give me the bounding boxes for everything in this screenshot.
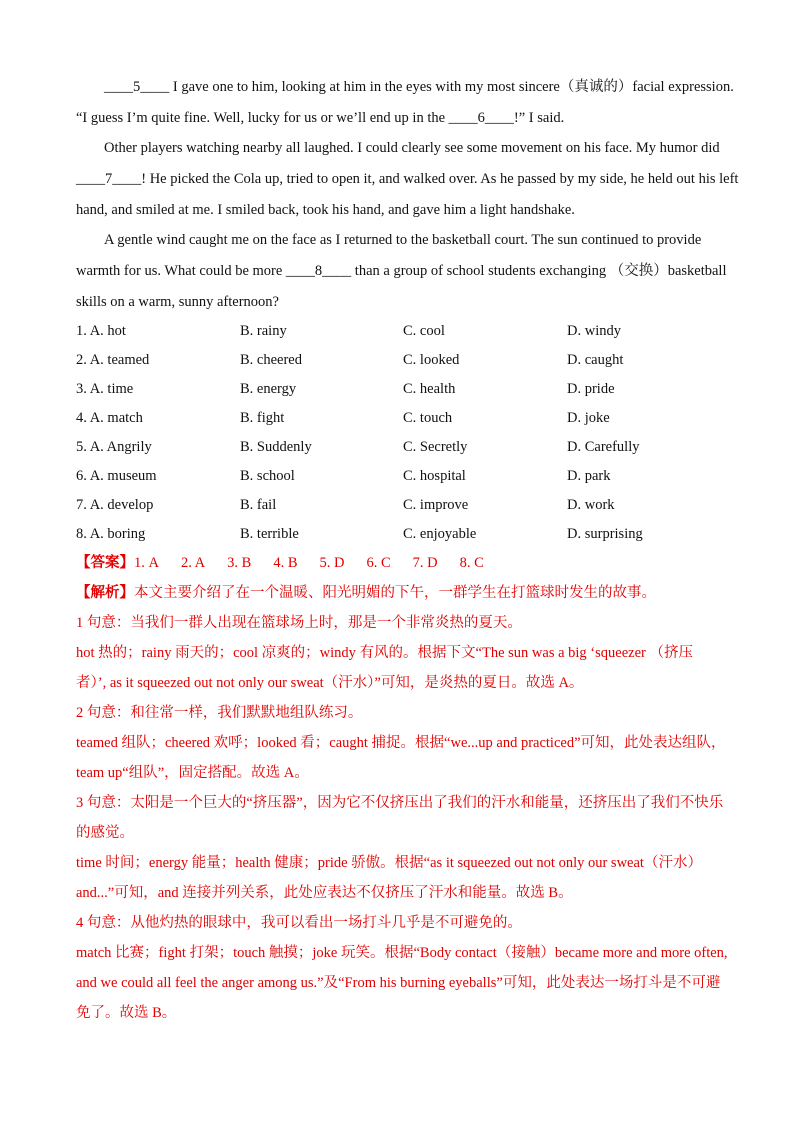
analysis-line: 1 句意：当我们一群人出现在篮球场上时，那是一个非常炎热的夏天。 [76, 615, 522, 631]
analysis-line: and...”可知，and 连接并列关系，此处应表达不仅挤压了汗水和能量。故选 B。 [76, 885, 573, 901]
option-a: 5. A. Angrily [76, 439, 152, 455]
answer-item: 8. C [459, 555, 484, 571]
answer-item: 4. B [273, 555, 298, 571]
option-d: D. park [567, 468, 611, 484]
option-d: D. windy [567, 323, 621, 339]
option-a: 2. A. teamed [76, 352, 150, 368]
analysis-intro [76, 583, 726, 603]
analysis-line: teamed 组队；cheered 欢呼；looked 看；caught 捕捉。根据“we...up and practiced”可知，此处表达组队， [76, 735, 726, 751]
option-d: D. work [567, 497, 615, 513]
option-c: C. enjoyable [403, 526, 477, 542]
option-b: B. fight [240, 410, 285, 426]
analysis-line: and we could all feel the anger among us.”及“From his burning eyeballs”可知，此处表达一场打斗是不可避 [76, 975, 721, 991]
analysis-line: hot 热的；rainy 雨天的；cool 凉爽的；windy 有风的。根据下文“The sun was a big ‘squeezer （挤压 [76, 645, 693, 661]
analysis-line: 免了。故选 B。 [76, 1005, 177, 1021]
analysis-line: match 比赛；fight 打架；touch 触摸；joke 玩笑。根据“Body contact（接触）became more and more often, [76, 945, 728, 961]
option-c: C. health [403, 381, 456, 397]
option-d: D. caught [567, 352, 624, 368]
option-a: 7. A. develop [76, 497, 154, 513]
passage-line-1: ____5____ I gave one to him, looking at him in the eyes with my most sincere（真诚的）facial expression. [104, 79, 734, 95]
option-d: D. pride [567, 381, 615, 397]
analysis-intro-text: 本文主要介绍了在一个温暖、阳光明媚的下午，一群学生在打篮球时发生的故事。 [134, 585, 656, 601]
option-c: C. Secretly [403, 439, 468, 455]
answer-label: 【答案】 [76, 555, 134, 571]
option-b: B. rainy [240, 323, 287, 339]
option-a: 6. A. museum [76, 468, 157, 484]
answer-item: 1. A [134, 555, 159, 571]
answer-item: 6. C [366, 555, 391, 571]
answer-item: 3. B [227, 555, 252, 571]
option-b: B. cheered [240, 352, 302, 368]
option-a: 8. A. boring [76, 526, 146, 542]
option-a: 4. A. match [76, 410, 143, 426]
option-c: C. cool [403, 323, 445, 339]
option-b: B. terrible [240, 526, 299, 542]
answer-item: 5. D [319, 555, 345, 571]
passage-line-3: Other players watching nearby all laughed. I could clearly see some movement on his face. My humor did [104, 140, 720, 156]
passage-line-2: “I guess I’m quite fine. Well, lucky for us or we’ll end up in the ____6____!” I said. [76, 110, 565, 126]
answer-item: 2. A [180, 555, 206, 571]
option-c: C. touch [403, 410, 453, 426]
option-d: D. Carefully [567, 439, 640, 455]
analysis-line: 的感觉。 [76, 825, 134, 841]
option-d: D. surprising [567, 526, 643, 542]
option-c: C. hospital [403, 468, 466, 484]
passage-line-6: A gentle wind caught me on the face as I returned to the basketball court. The sun continued to provide [104, 232, 702, 248]
analysis-line: 3 句意：太阳是一个巨大的“挤压器”，因为它不仅挤压出了我们的汗水和能量，还挤压出了我们不快乐 [76, 795, 724, 811]
option-b: B. school [240, 468, 295, 484]
option-b: B. energy [240, 381, 297, 397]
passage-line-5: hand, and smiled at me. I smiled back, took his hand, and gave him a light handshake. [76, 202, 575, 218]
passage-line-7: warmth for us. What could be more ____8____ than a group of school students exchanging （交换）basketball [76, 263, 727, 279]
option-b: B. Suddenly [240, 439, 312, 455]
analysis-line: 4 句意：从他灼热的眼球中，我可以看出一场打斗几乎是不可避免的。 [76, 915, 522, 931]
analysis-line: team up“组队”，固定搭配。故选 A。 [76, 765, 309, 781]
option-d: D. joke [567, 410, 610, 426]
analysis-label: 【解析】 [76, 585, 134, 601]
answer-key [76, 553, 726, 573]
passage-line-4: ____7____! He picked the Cola up, tried to open it, and walked over. As he passed by my side, he held out his left [76, 171, 739, 187]
analysis-line: 2 句意：和往常一样，我们默默地组队练习。 [76, 705, 363, 721]
analysis-line: time 时间；energy 能量；health 健康；pride 骄傲。根据“as it squeezed out not only our sweat（汗水） [76, 855, 702, 871]
answer-item: 7. D [412, 555, 438, 571]
analysis-line: 者）’, as it squeezed out not only our sweat（汗水）”可知，是炎热的夏日。故选 A。 [76, 675, 584, 691]
option-c: C. looked [403, 352, 460, 368]
option-a: 3. A. time [76, 381, 134, 397]
option-a: 1. A. hot [76, 323, 126, 339]
option-c: C. improve [403, 497, 469, 513]
passage-line-8: skills on a warm, sunny afternoon? [76, 294, 279, 310]
option-b: B. fail [240, 497, 277, 513]
